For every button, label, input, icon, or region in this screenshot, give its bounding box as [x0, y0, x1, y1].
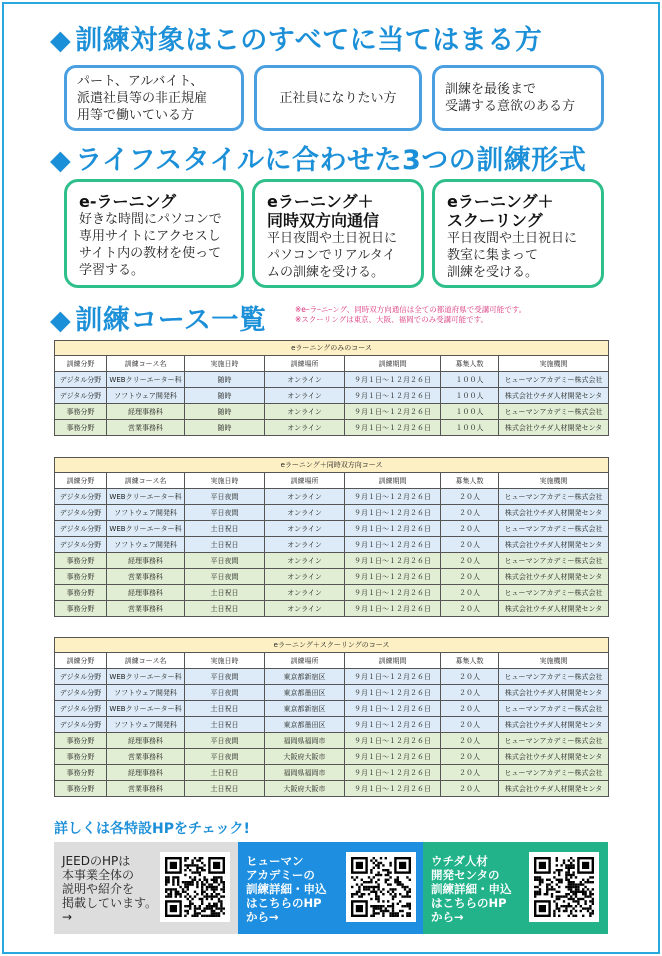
table-cell: 土日祝日 — [185, 521, 265, 537]
table-cell: 事務分野 — [55, 765, 107, 781]
table-cell: オンライン — [265, 569, 345, 585]
table-row — [55, 701, 609, 717]
table-cell: 土日祝日 — [185, 717, 265, 733]
column-header: 訓練期間 — [345, 653, 441, 669]
column-header: 実施機関 — [499, 653, 609, 669]
table-cell: 経理事務科 — [107, 765, 185, 781]
table-cell: ２０人 — [441, 569, 499, 585]
format-box-schooling — [432, 179, 604, 288]
table-cell: 事務分野 — [55, 420, 107, 436]
table-cell: １００人 — [441, 388, 499, 404]
table-caption: eラーニングのみのコース — [55, 341, 609, 356]
table-cell: 大阪府大阪市 — [265, 749, 345, 765]
table-cell: 株式会社ウチダ人材開発センタ — [499, 388, 609, 404]
table-cell: WEBクリーエーター科 — [107, 701, 185, 717]
table-cell: ９月１日～１２月２６日 — [345, 701, 441, 717]
table-cell: ９月１日～１２月２６日 — [345, 505, 441, 521]
table-cell: ９月１日～１２月２６日 — [345, 553, 441, 569]
table-cell: ２０人 — [441, 765, 499, 781]
column-header: 訓練場所 — [265, 356, 345, 372]
table-cell: 土日祝日 — [185, 781, 265, 797]
table-cell: 営業事務科 — [107, 781, 185, 797]
table-row — [55, 781, 609, 797]
column-header: 募集人数 — [441, 653, 499, 669]
table-cell: ２０人 — [441, 601, 499, 617]
table-cell: 株式会社ウチダ人材開発センタ — [499, 685, 609, 701]
table-cell: ２０人 — [441, 489, 499, 505]
table-cell: ヒューマンアカデミー株式会社 — [499, 553, 609, 569]
table-row — [55, 505, 609, 521]
table-cell: ヒューマンアカデミー株式会社 — [499, 733, 609, 749]
table-cell: デジタル分野 — [55, 388, 107, 404]
table-cell: 事務分野 — [55, 585, 107, 601]
table-cell: 土日祝日 — [185, 585, 265, 601]
course-table-elearning — [54, 340, 609, 436]
table-cell: オンライン — [265, 505, 345, 521]
table-cell: デジタル分野 — [55, 669, 107, 685]
table-cell: ２０人 — [441, 701, 499, 717]
table-cell: 経理事務科 — [107, 585, 185, 601]
diamond-icon: ◆ — [50, 145, 72, 176]
column-header: 実施機関 — [499, 356, 609, 372]
table-cell: １００人 — [441, 372, 499, 388]
table-cell: 平日夜間 — [185, 569, 265, 585]
table-cell: 営業事務科 — [107, 420, 185, 436]
table-cell: オンライン — [265, 489, 345, 505]
format-title: eラーニング＋ スクーリング — [447, 192, 554, 230]
table-cell: 土日祝日 — [185, 601, 265, 617]
table-cell: デジタル分野 — [55, 489, 107, 505]
table-cell: 平日夜間 — [185, 489, 265, 505]
table-cell: デジタル分野 — [55, 701, 107, 717]
table-cell: 株式会社ウチダ人材開発センタ — [499, 420, 609, 436]
table-cell: ９月１日～１２月２６日 — [345, 489, 441, 505]
table-header-row — [55, 653, 609, 669]
table-row — [55, 404, 609, 420]
diamond-icon: ◆ — [50, 25, 72, 56]
table-cell: 随時 — [185, 420, 265, 436]
course-table-live — [54, 457, 609, 617]
column-header: 訓練期間 — [345, 473, 441, 489]
table-caption-row — [55, 341, 609, 356]
table-cell: ヒューマンアカデミー株式会社 — [499, 404, 609, 420]
table-cell: ９月１日～１２月２６日 — [345, 388, 441, 404]
table-cell: ９月１日～１２月２６日 — [345, 569, 441, 585]
table-cell: デジタル分野 — [55, 685, 107, 701]
table-row — [55, 685, 609, 701]
format-box-elearning — [64, 179, 244, 288]
table-cell: 平日夜間 — [185, 505, 265, 521]
column-header: 実施日時 — [185, 356, 265, 372]
table-cell: ９月１日～１２月２６日 — [345, 521, 441, 537]
table-header-row — [55, 473, 609, 489]
table-row — [55, 537, 609, 553]
table-cell: 平日夜間 — [185, 685, 265, 701]
table-cell: 福岡県福岡市 — [265, 733, 345, 749]
table-cell: 事務分野 — [55, 553, 107, 569]
table-row — [55, 749, 609, 765]
table-cell: 事務分野 — [55, 781, 107, 797]
footer-text: JEEDのHPは 本事業全体の 説明や紹介を 掲載しています。 → — [62, 854, 158, 924]
column-header: 訓練場所 — [265, 653, 345, 669]
footer-uchida[interactable] — [423, 842, 608, 934]
table-cell: ９月１日～１２月２６日 — [345, 685, 441, 701]
format-title: e-ラーニング — [79, 192, 177, 211]
table-cell: 福岡県福岡市 — [265, 765, 345, 781]
column-header: 訓練分野 — [55, 356, 107, 372]
table-cell: 随時 — [185, 372, 265, 388]
table-cell: 株式会社ウチダ人材開発センタ — [499, 569, 609, 585]
table-cell: 経理事務科 — [107, 733, 185, 749]
table-cell: ヒューマンアカデミー株式会社 — [499, 669, 609, 685]
table-cell: ソフトウェア開発科 — [107, 537, 185, 553]
target-box-motivation: 訓練を最後まで 受講する意欲のある方 — [432, 65, 604, 131]
table-cell: オンライン — [265, 601, 345, 617]
qr-code-icon[interactable] — [160, 852, 230, 922]
table-caption-row — [55, 638, 609, 653]
target-box-fulltime: 正社員になりたい方 — [254, 65, 422, 131]
column-header: 訓練コース名 — [107, 473, 185, 489]
table-cell: 平日夜間 — [185, 669, 265, 685]
table-cell: 土日祝日 — [185, 765, 265, 781]
table-cell: １００人 — [441, 420, 499, 436]
table-cell: ヒューマンアカデミー株式会社 — [499, 765, 609, 781]
table-cell: ソフトウェア開発科 — [107, 717, 185, 733]
column-header: 実施日時 — [185, 653, 265, 669]
table-cell: 営業事務科 — [107, 749, 185, 765]
table-cell: ９月１日～１２月２６日 — [345, 404, 441, 420]
footer-text: ウチダ人材 開発センタの 訓練詳細・申込 はこちらのHP から→ — [431, 854, 512, 924]
column-header: 訓練コース名 — [107, 356, 185, 372]
table-cell: ９月１日～１２月２６日 — [345, 669, 441, 685]
table-cell: オンライン — [265, 372, 345, 388]
footer-human-academy[interactable] — [238, 842, 423, 934]
table-cell: ２０人 — [441, 553, 499, 569]
table-row — [55, 388, 609, 404]
table-cell: ９月１日～１２月２６日 — [345, 781, 441, 797]
table-row — [55, 669, 609, 685]
table-row — [55, 553, 609, 569]
table-row — [55, 733, 609, 749]
table-cell: ２０人 — [441, 717, 499, 733]
table-cell: 経理事務科 — [107, 553, 185, 569]
table-row — [55, 585, 609, 601]
table-cell: 土日祝日 — [185, 701, 265, 717]
table-cell: オンライン — [265, 388, 345, 404]
course-table-schooling — [54, 637, 609, 797]
table-cell: 随時 — [185, 388, 265, 404]
table-cell: 東京都墨田区 — [265, 717, 345, 733]
table-row — [55, 521, 609, 537]
table-row — [55, 601, 609, 617]
table-row — [55, 569, 609, 585]
table-cell: ソフトウェア開発科 — [107, 685, 185, 701]
table-cell: ９月１日～１２月２６日 — [345, 717, 441, 733]
table-cell: 東京都墨田区 — [265, 685, 345, 701]
table-cell: ９月１日～１２月２６日 — [345, 372, 441, 388]
table-cell: ヒューマンアカデミー株式会社 — [499, 701, 609, 717]
table-row — [55, 372, 609, 388]
table-cell: オンライン — [265, 537, 345, 553]
table-cell: １００人 — [441, 404, 499, 420]
table-cell: 平日夜間 — [185, 749, 265, 765]
table-cell: ９月１日～１２月２６日 — [345, 733, 441, 749]
format-desc: 平日夜間や土日祝日に 教室に集まって 訓練を受ける。 — [447, 231, 578, 280]
table-cell: ２０人 — [441, 537, 499, 553]
table-cell: ソフトウェア開発科 — [107, 388, 185, 404]
table-row — [55, 420, 609, 436]
footer-jeed[interactable] — [54, 842, 238, 934]
format-box-live — [252, 179, 424, 288]
table-cell: 株式会社ウチダ人材開発センタ — [499, 781, 609, 797]
table-row — [55, 765, 609, 781]
table-cell: 事務分野 — [55, 404, 107, 420]
diamond-icon: ◆ — [50, 305, 72, 336]
heading-target: ◆ 訓練対象はこのすべてに当てはまる方 — [50, 25, 543, 56]
table-cell: 土日祝日 — [185, 537, 265, 553]
qr-code-icon[interactable] — [529, 852, 599, 922]
table-cell: ２０人 — [441, 781, 499, 797]
table-cell: 株式会社ウチダ人材開発センタ — [499, 505, 609, 521]
target-box-nonregular: パート、アルバイト、 派遣社員等の非正規雇 用等で働いている方 — [64, 65, 244, 131]
column-header: 募集人数 — [441, 473, 499, 489]
table-cell: デジタル分野 — [55, 372, 107, 388]
format-title: eラーニング＋ 同時双方向通信 — [267, 192, 380, 230]
column-header: 実施機関 — [499, 473, 609, 489]
check-hp-text: 詳しくは各特設HPをチェック! — [54, 821, 250, 837]
table-cell: WEBクリーエーター科 — [107, 489, 185, 505]
table-row — [55, 489, 609, 505]
table-cell: ２０人 — [441, 521, 499, 537]
table-cell: ２０人 — [441, 505, 499, 521]
table-cell: 経理事務科 — [107, 404, 185, 420]
table-cell: 事務分野 — [55, 733, 107, 749]
table-cell: 東京都新宿区 — [265, 669, 345, 685]
table-cell: ２０人 — [441, 733, 499, 749]
table-cell: デジタル分野 — [55, 521, 107, 537]
table-cell: 東京都新宿区 — [265, 701, 345, 717]
table-row — [55, 717, 609, 733]
course-notes: ※eｰラｰニｰング、同時双方向通信は全ての都道府県で受講可能です。 ※スクーリングは東京、大阪、福岡でのみ受講可能です。 — [295, 305, 527, 324]
table-cell: 事務分野 — [55, 569, 107, 585]
qr-code-icon[interactable] — [346, 852, 416, 922]
table-cell: ヒューマンアカデミー株式会社 — [499, 521, 609, 537]
table-cell: オンライン — [265, 585, 345, 601]
table-cell: 株式会社ウチダ人材開発センタ — [499, 537, 609, 553]
table-cell: ２０人 — [441, 585, 499, 601]
heading-format: ◆ ライフスタイルに合わせた3つの訓練形式 — [50, 145, 587, 176]
table-cell: 平日夜間 — [185, 553, 265, 569]
table-caption: eラーニング＋同時双方向コース — [55, 458, 609, 473]
table-cell: ９月１日～１２月２６日 — [345, 765, 441, 781]
table-cell: デジタル分野 — [55, 505, 107, 521]
column-header: 実施日時 — [185, 473, 265, 489]
footer-text: ヒューマン アカデミーの 訓練詳細・申込 はこちらのHP から→ — [246, 854, 327, 924]
column-header: 訓練分野 — [55, 653, 107, 669]
table-cell: オンライン — [265, 420, 345, 436]
table-cell: ９月１日～１２月２６日 — [345, 420, 441, 436]
table-cell: 随時 — [185, 404, 265, 420]
table-cell: ２０人 — [441, 749, 499, 765]
table-cell: WEBクリーエーター科 — [107, 669, 185, 685]
table-cell: デジタル分野 — [55, 717, 107, 733]
table-cell: 株式会社ウチダ人材開発センタ — [499, 601, 609, 617]
table-cell: 株式会社ウチダ人材開発センタ — [499, 749, 609, 765]
table-caption: eラーニング＋スクーリングのコース — [55, 638, 609, 653]
table-cell: ソフトウェア開発科 — [107, 505, 185, 521]
format-desc: 好きな時間にパソコンで 専用サイトにアクセスし サイト内の教材を使って 学習する。 — [79, 212, 222, 278]
column-header: 募集人数 — [441, 356, 499, 372]
table-cell: オンライン — [265, 553, 345, 569]
heading-courses: ◆ 訓練コース一覧 — [50, 305, 267, 336]
table-cell: ９月１日～１２月２６日 — [345, 585, 441, 601]
table-cell: WEBクリーエーター科 — [107, 372, 185, 388]
table-cell: オンライン — [265, 521, 345, 537]
column-header: 訓練場所 — [265, 473, 345, 489]
table-cell: デジタル分野 — [55, 537, 107, 553]
table-cell: WEBクリーエーター科 — [107, 521, 185, 537]
table-cell: 営業事務科 — [107, 569, 185, 585]
table-cell: オンライン — [265, 404, 345, 420]
table-cell: 事務分野 — [55, 749, 107, 765]
table-cell: 大阪府大阪市 — [265, 781, 345, 797]
format-desc: 平日夜間や土日祝日に パソコンでリアルタイ ムの訓練を受ける。 — [267, 231, 398, 280]
column-header: 訓練期間 — [345, 356, 441, 372]
table-cell: 事務分野 — [55, 601, 107, 617]
table-cell: ヒューマンアカデミー株式会社 — [499, 489, 609, 505]
table-cell: ヒューマンアカデミー株式会社 — [499, 585, 609, 601]
table-cell: ９月１日～１２月２６日 — [345, 537, 441, 553]
table-cell: ２０人 — [441, 685, 499, 701]
table-cell: 平日夜間 — [185, 733, 265, 749]
table-cell: ９月１日～１２月２６日 — [345, 749, 441, 765]
table-cell: 営業事務科 — [107, 601, 185, 617]
column-header: 訓練分野 — [55, 473, 107, 489]
table-cell: ヒューマンアカデミー株式会社 — [499, 372, 609, 388]
table-cell: 株式会社ウチダ人材開発センタ — [499, 717, 609, 733]
table-header-row — [55, 356, 609, 372]
table-caption-row — [55, 458, 609, 473]
table-cell: ９月１日～１２月２６日 — [345, 601, 441, 617]
table-cell: ２０人 — [441, 669, 499, 685]
column-header: 訓練コース名 — [107, 653, 185, 669]
